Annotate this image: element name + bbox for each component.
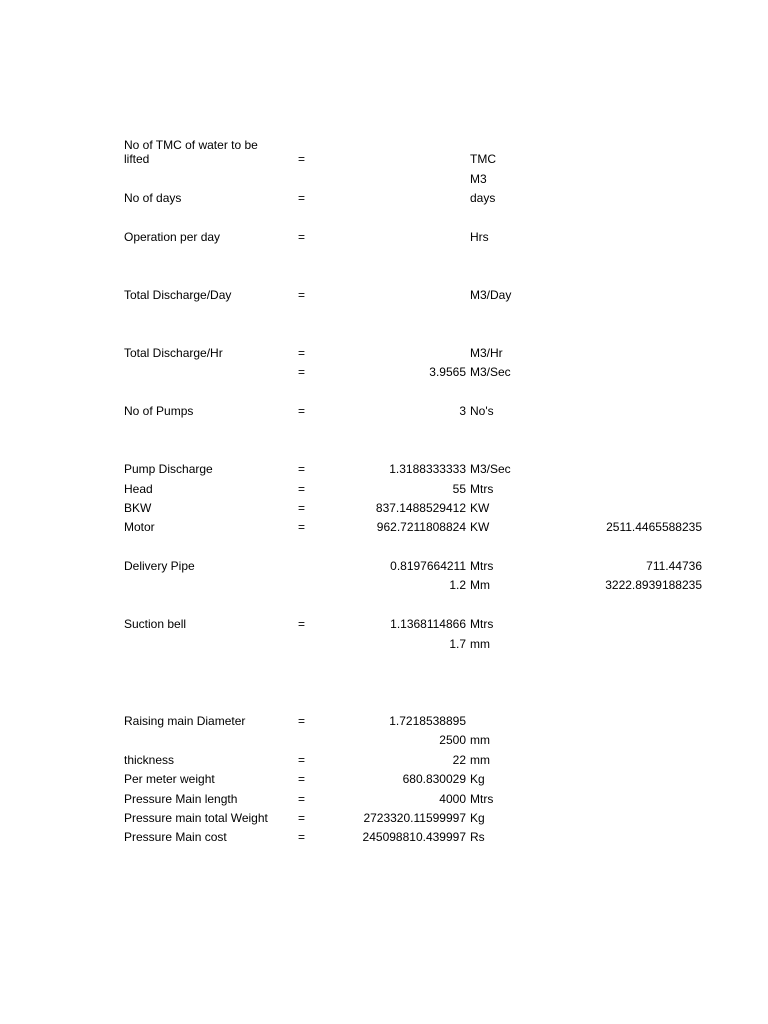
row-extra-value: 3222.8939188235	[605, 578, 702, 592]
row-unit: No's	[470, 404, 494, 418]
row-label: Suction bell	[124, 617, 187, 631]
row-unit: Mtrs	[470, 617, 494, 631]
row-equals: =	[298, 346, 306, 360]
row-unit: Mtrs	[470, 792, 494, 806]
row-no-of-pumps	[0, 403, 768, 419]
row-unit: TMC	[470, 152, 496, 166]
row-label: No of days	[124, 191, 182, 205]
row-equals: =	[298, 404, 306, 418]
row-unit: M3/Hr	[470, 346, 503, 360]
row-label: Per meter weight	[124, 772, 215, 786]
row-equals: =	[298, 811, 306, 825]
row-pressure-main-cost	[0, 829, 768, 845]
row-value: 55	[452, 482, 466, 496]
row-raising-main-diameter	[0, 713, 768, 729]
row-unit: Mtrs	[470, 559, 494, 573]
row-label: Pressure Main length	[124, 792, 238, 806]
row-thickness	[0, 752, 768, 768]
row-value: 2723320.11599997	[363, 811, 466, 825]
row-unit: mm	[470, 733, 490, 747]
row-label: lifted	[124, 152, 150, 166]
row-unit: Rs	[470, 830, 485, 844]
row-pressure-main-length	[0, 791, 768, 807]
row-raising-main-mm	[0, 732, 768, 748]
row-equals: =	[298, 792, 306, 806]
row-equals: =	[298, 520, 306, 534]
row-label: Motor	[124, 520, 155, 534]
row-equals: =	[298, 152, 306, 166]
row-value: 962.7211808824	[376, 520, 466, 534]
row-total-discharge-day	[0, 287, 768, 303]
row-unit: mm	[470, 753, 490, 767]
row-delivery-pipe	[0, 558, 768, 574]
row-label: Pump Discharge	[124, 462, 213, 476]
row-unit: M3/Sec	[470, 462, 511, 476]
row-delivery-pipe-mm	[0, 577, 768, 593]
row-equals: =	[298, 617, 306, 631]
row-unit: mm	[470, 637, 490, 651]
row-bkw	[0, 500, 768, 516]
row-operation-per-day	[0, 229, 768, 245]
row-unit: Mm	[470, 578, 490, 592]
row-label: Total Discharge/Day	[124, 288, 232, 302]
row-equals: =	[298, 714, 306, 728]
row-label: Pressure main total Weight	[124, 811, 268, 825]
row-value: 0.8197664211	[390, 559, 466, 573]
row-unit: M3/Day	[470, 288, 512, 302]
row-equals: =	[298, 191, 306, 205]
row-total-discharge-hr	[0, 345, 768, 361]
row-pump-discharge	[0, 461, 768, 477]
row-label: Raising main Diameter	[124, 714, 246, 728]
row-equals: =	[298, 772, 306, 786]
row-label-line1: No of TMC of water to be	[124, 138, 258, 152]
row-label: No of Pumps	[124, 404, 194, 418]
row-unit: KW	[470, 501, 490, 515]
row-label: BKW	[124, 501, 152, 515]
row-pressure-main-total-weight	[0, 810, 768, 826]
row-equals: =	[298, 482, 306, 496]
row-tmc-lifted	[0, 138, 768, 167]
row-value: 837.1488529412	[375, 501, 466, 515]
row-equals: =	[298, 230, 306, 244]
row-unit: Mtrs	[470, 482, 494, 496]
row-value: 4000	[439, 792, 466, 806]
row-motor	[0, 519, 768, 535]
row-unit: days	[470, 191, 496, 205]
row-equals: =	[298, 462, 306, 476]
row-value: 1.2	[449, 578, 466, 592]
row-unit: M3	[470, 172, 487, 186]
row-unit: KW	[470, 520, 490, 534]
row-label: Total Discharge/Hr	[124, 346, 223, 360]
row-head	[0, 481, 768, 497]
row-equals: =	[298, 365, 306, 379]
row-value: 1.7	[449, 637, 466, 651]
row-value: 3	[459, 404, 466, 418]
row-extra-value: 711.44736	[646, 559, 702, 573]
row-value: 1.1368114866	[390, 617, 466, 631]
row-unit: M3/Sec	[470, 365, 511, 379]
row-suction-bell-mm	[0, 636, 768, 652]
row-extra-value: 2511.4465588235	[606, 520, 702, 534]
row-m3	[0, 171, 768, 187]
row-no-of-days	[0, 190, 768, 206]
row-label: Delivery Pipe	[124, 559, 195, 573]
row-value: 1.7218538895	[389, 714, 466, 728]
row-equals: =	[298, 753, 306, 767]
row-per-meter-weight	[0, 771, 768, 787]
row-value: 1.3188333333	[389, 462, 466, 476]
row-equals: =	[298, 288, 306, 302]
row-suction-bell	[0, 616, 768, 632]
row-value: 680.830029	[402, 772, 466, 786]
row-equals: =	[298, 830, 306, 844]
row-discharge-sec	[0, 364, 768, 380]
row-value: 2500	[439, 733, 466, 747]
row-unit: Hrs	[470, 230, 489, 244]
row-label: thickness	[124, 753, 175, 767]
row-value: 3.9565	[429, 365, 466, 379]
row-unit: Kg	[470, 811, 485, 825]
row-equals: =	[298, 501, 306, 515]
row-label: Operation per day	[124, 230, 221, 244]
row-value: 245098810.439997	[362, 830, 466, 844]
row-label: Pressure Main cost	[124, 830, 227, 844]
row-unit: Kg	[470, 772, 485, 786]
row-label: Head	[124, 482, 153, 496]
row-value: 22	[452, 753, 466, 767]
